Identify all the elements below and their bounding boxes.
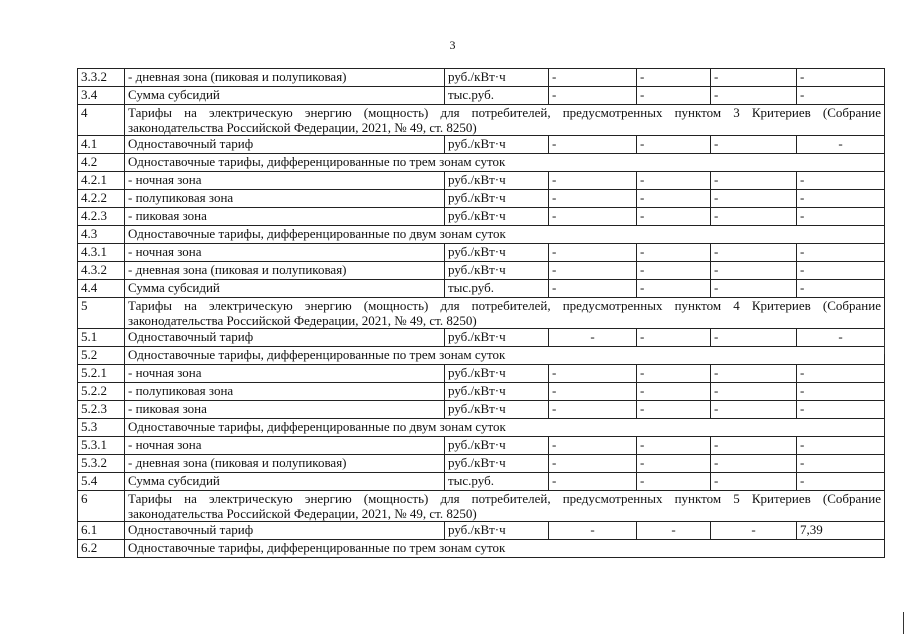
section-row [78,540,885,558]
unit-cell: руб./кВт·ч [445,522,549,540]
row-number: 4.2.3 [78,208,125,226]
unit-cell: руб./кВт·ч [445,262,549,280]
table-row [78,473,885,491]
value-cell: - [711,522,797,540]
value-cell: - [549,401,637,419]
value-cell: - [797,329,885,347]
value-cell: - [711,208,797,226]
row-number: 4.3 [78,226,125,244]
value-cell: - [711,329,797,347]
table-row [78,522,885,540]
row-number: 4.4 [78,280,125,298]
tariff-name: - ночная зона [125,244,445,262]
scan-edge-mark [903,612,904,634]
row-number: 5.2.1 [78,365,125,383]
row-number: 5.3.2 [78,455,125,473]
value-cell: - [711,69,797,87]
section-title: Одноставочные тарифы, дифференцированные по двум зонам суток [125,226,885,244]
value-cell: - [711,383,797,401]
row-number: 5.3 [78,419,125,437]
table-row [78,262,885,280]
row-number: 4.2.2 [78,190,125,208]
table-row [78,190,885,208]
value-cell: - [637,401,711,419]
table-row [78,244,885,262]
unit-cell: руб./кВт·ч [445,437,549,455]
tariff-name: - дневная зона (пиковая и полупиковая) [125,455,445,473]
tariff-name: Одноставочный тариф [125,329,445,347]
table-row [78,280,885,298]
value-cell: - [797,383,885,401]
value-cell: - [637,136,711,154]
value-cell: - [797,437,885,455]
tariff-name: Сумма субсидий [125,473,445,491]
value-cell: 7,39 [797,522,885,540]
value-cell: - [797,473,885,491]
table-row [78,383,885,401]
value-cell: - [711,455,797,473]
tariff-name: - полупиковая зона [125,190,445,208]
table-row [78,136,885,154]
value-cell: - [797,455,885,473]
row-number: 5.4 [78,473,125,491]
value-cell: - [637,280,711,298]
value-cell: - [797,262,885,280]
row-number: 3.3.2 [78,69,125,87]
tariff-table-body [78,69,885,558]
value-cell: - [549,455,637,473]
value-cell: - [637,455,711,473]
unit-cell: тыс.руб. [445,87,549,105]
table-row [78,329,885,347]
row-number: 4.2 [78,154,125,172]
value-cell: - [637,522,711,540]
table-row [78,365,885,383]
value-cell: - [549,262,637,280]
value-cell: - [549,136,637,154]
row-number: 5.2.2 [78,383,125,401]
row-number: 4.2.1 [78,172,125,190]
row-number: 5.2.3 [78,401,125,419]
section-row [78,419,885,437]
value-cell: - [549,172,637,190]
row-number: 4.1 [78,136,125,154]
value-cell: - [549,383,637,401]
unit-cell: руб./кВт·ч [445,365,549,383]
tariff-table [77,68,885,558]
value-cell: - [797,87,885,105]
value-cell: - [637,208,711,226]
unit-cell: руб./кВт·ч [445,455,549,473]
value-cell: - [711,136,797,154]
value-cell: - [711,262,797,280]
unit-cell: руб./кВт·ч [445,383,549,401]
row-number: 4.3.2 [78,262,125,280]
value-cell: - [549,69,637,87]
tariff-name: - пиковая зона [125,401,445,419]
value-cell: - [711,172,797,190]
value-cell: - [637,473,711,491]
unit-cell: руб./кВт·ч [445,208,549,226]
table-row [78,401,885,419]
section-title: Одноставочные тарифы, дифференцированные по трем зонам суток [125,347,885,365]
value-cell: - [797,365,885,383]
row-number: 4 [78,105,125,136]
value-cell: - [637,437,711,455]
row-number: 4.3.1 [78,244,125,262]
value-cell: - [549,280,637,298]
section-title: Тарифы на электрическую энергию (мощность) для потребителей, предусмотренных пунктом 5 Критериев (Собрание законодательства Российской Федерации, 2021, № 49, ст. 8250) [125,491,885,522]
value-cell: - [711,244,797,262]
tariff-name: - пиковая зона [125,208,445,226]
unit-cell: руб./кВт·ч [445,401,549,419]
value-cell: - [797,208,885,226]
unit-cell: руб./кВт·ч [445,244,549,262]
row-number: 6 [78,491,125,522]
value-cell: - [711,87,797,105]
value-cell: - [637,365,711,383]
value-cell: - [549,365,637,383]
section-title: Тарифы на электрическую энергию (мощность) для потребителей, предусмотренных пунктом 4 Критериев (Собрание законодательства Российской Федерации, 2021, № 49, ст. 8250) [125,298,885,329]
value-cell: - [711,365,797,383]
unit-cell: руб./кВт·ч [445,329,549,347]
value-cell: - [549,87,637,105]
tariff-name: - дневная зона (пиковая и полупиковая) [125,69,445,87]
value-cell: - [549,329,637,347]
value-cell: - [797,172,885,190]
tariff-name: - дневная зона (пиковая и полупиковая) [125,262,445,280]
value-cell: - [549,437,637,455]
section-row [78,105,885,136]
tariff-name: Одноставочный тариф [125,522,445,540]
unit-cell: руб./кВт·ч [445,190,549,208]
value-cell: - [797,190,885,208]
value-cell: - [549,522,637,540]
scan-edge-mark [884,340,885,354]
value-cell: - [711,401,797,419]
table-row [78,208,885,226]
table-row [78,87,885,105]
section-title: Одноставочные тарифы, дифференцированные по трем зонам суток [125,540,885,558]
tariff-name: Сумма субсидий [125,87,445,105]
value-cell: - [797,401,885,419]
value-cell: - [797,244,885,262]
section-row [78,226,885,244]
table-row [78,437,885,455]
row-number: 5 [78,298,125,329]
tariff-name: Сумма субсидий [125,280,445,298]
value-cell: - [549,208,637,226]
value-cell: - [711,473,797,491]
row-number: 5.1 [78,329,125,347]
value-cell: - [797,136,885,154]
value-cell: - [637,329,711,347]
tariff-name: - ночная зона [125,437,445,455]
tariff-name: - полупиковая зона [125,383,445,401]
value-cell: - [549,473,637,491]
value-cell: - [637,190,711,208]
row-number: 5.3.1 [78,437,125,455]
value-cell: - [711,190,797,208]
row-number: 6.1 [78,522,125,540]
table-row [78,172,885,190]
unit-cell: тыс.руб. [445,473,549,491]
section-title: Тарифы на электрическую энергию (мощность) для потребителей, предусмотренных пунктом 3 Критериев (Собрание законодательства Российской Федерации, 2021, № 49, ст. 8250) [125,105,885,136]
value-cell: - [549,244,637,262]
value-cell: - [549,190,637,208]
value-cell: - [797,280,885,298]
value-cell: - [711,437,797,455]
table-row [78,455,885,473]
tariff-name: Одноставочный тариф [125,136,445,154]
unit-cell: руб./кВт·ч [445,69,549,87]
row-number: 3.4 [78,87,125,105]
tariff-name: - ночная зона [125,172,445,190]
section-row [78,298,885,329]
unit-cell: руб./кВт·ч [445,172,549,190]
section-row [78,347,885,365]
value-cell: - [637,87,711,105]
unit-cell: руб./кВт·ч [445,136,549,154]
section-title: Одноставочные тарифы, дифференцированные по двум зонам суток [125,419,885,437]
tariff-name: - ночная зона [125,365,445,383]
value-cell: - [637,69,711,87]
row-number: 6.2 [78,540,125,558]
value-cell: - [637,244,711,262]
value-cell: - [637,383,711,401]
value-cell: - [797,69,885,87]
row-number: 5.2 [78,347,125,365]
table-row [78,69,885,87]
page-number: 3 [449,38,456,52]
unit-cell: тыс.руб. [445,280,549,298]
section-row [78,491,885,522]
value-cell: - [711,280,797,298]
value-cell: - [637,262,711,280]
section-row [78,154,885,172]
section-title: Одноставочные тарифы, дифференцированные по трем зонам суток [125,154,885,172]
value-cell: - [637,172,711,190]
